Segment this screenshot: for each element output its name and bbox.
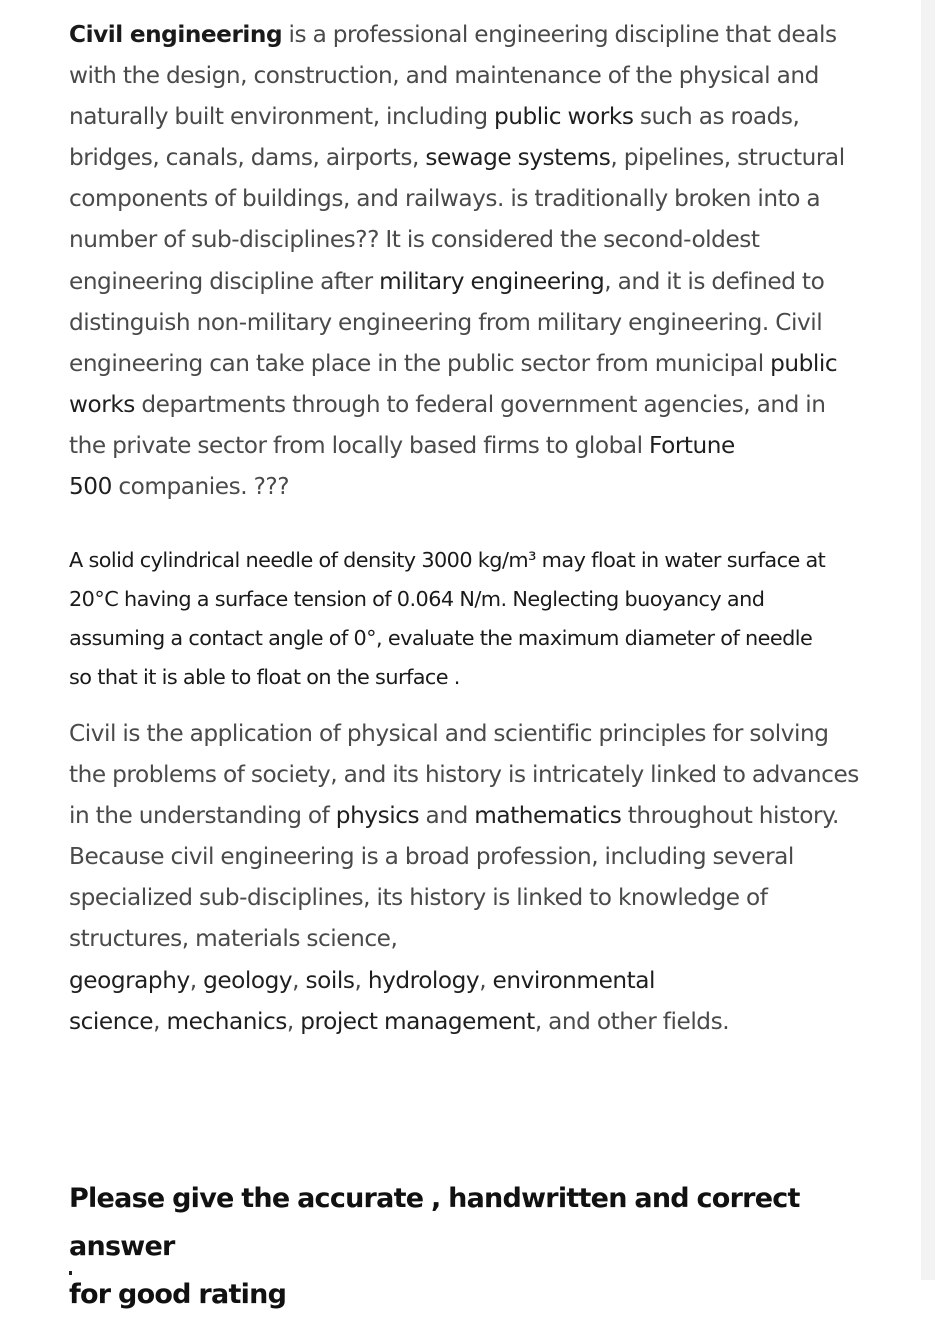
text-run: engineering discipline after	[69, 267, 380, 295]
text-run: ,	[292, 966, 306, 994]
text-run: ,	[153, 1007, 167, 1035]
text-line	[69, 432, 735, 459]
text-run: ,	[479, 966, 493, 994]
stray-mark	[69, 1271, 72, 1275]
text-line	[69, 843, 794, 870]
linked-term[interactable]: project management	[300, 1007, 535, 1035]
linked-term[interactable]: science	[69, 1007, 154, 1035]
text-run: engineering can take place in the public sector from municipal	[69, 349, 771, 377]
text-run: , and other fields.	[534, 1007, 730, 1035]
text-run: such as roads,	[633, 103, 800, 131]
linked-term[interactable]: 500	[69, 473, 112, 501]
text-run: throughout history.	[621, 802, 839, 830]
text-run: ,	[286, 1007, 301, 1035]
text-run: components of buildings, and railways. is traditionally broken into a	[69, 185, 821, 213]
question-line: A solid cylindrical needle of density 3000 kg/m³ may float in water surface at	[69, 548, 826, 572]
bold-term: Civil engineering	[69, 21, 283, 48]
question-line: assuming a contact angle of 0°, evaluate the maximum diameter of needle	[69, 625, 813, 650]
text-run: number of sub-disciplines?? It is considered the second-oldest	[69, 226, 760, 254]
text-run: the problems of society, and its history is intricately linked to advances	[69, 761, 859, 789]
linked-term[interactable]: works	[69, 390, 135, 418]
text-line	[69, 103, 799, 130]
linked-term[interactable]: mathematics	[474, 802, 622, 830]
text-run: bridges, canals, dams, airports,	[69, 144, 426, 172]
text-run: in the understanding of	[69, 802, 336, 830]
text-run: structures, materials science,	[69, 925, 398, 953]
text-line	[69, 185, 820, 212]
text-line	[69, 802, 839, 829]
text-line	[69, 309, 822, 336]
linked-term[interactable]: public works	[494, 103, 634, 131]
scrollbar-track[interactable]	[921, 0, 935, 1280]
text-run: Civil is the application of physical and scientific principles for solving	[69, 720, 829, 747]
text-run: the private sector from locally based firms to global	[69, 431, 650, 459]
text-run: Because civil engineering is a broad profession, including several	[69, 843, 794, 871]
needle-question-paragraph	[69, 541, 869, 697]
text-run: naturally built environment, including	[69, 103, 495, 131]
linked-term[interactable]: Fortune	[649, 431, 735, 459]
text-line	[69, 350, 837, 377]
question-line: 20°C having a surface tension of 0.064 N/m. Neglecting buoyancy and	[69, 586, 765, 611]
answer-request-heading	[69, 1175, 889, 1319]
text-run: , pipelines, structural	[610, 144, 845, 172]
text-run: departments through to federal government agencies, and in	[134, 390, 826, 418]
text-run: , and it is defined to	[604, 267, 825, 295]
linked-term[interactable]: soils	[305, 966, 355, 994]
text-line	[69, 62, 819, 89]
text-run: companies. ???	[111, 473, 290, 501]
text-line	[69, 967, 655, 994]
text-line	[69, 1008, 729, 1035]
text-run: ,	[189, 966, 204, 994]
text-run: specialized sub-disciplines, its history is linked to knowledge of	[69, 884, 768, 912]
text-line	[69, 391, 826, 418]
linked-term[interactable]: mechanics	[166, 1007, 287, 1035]
linked-term[interactable]: environmental	[492, 966, 656, 994]
linked-term[interactable]: geology	[203, 966, 293, 994]
text-line	[69, 473, 289, 500]
text-run: distinguish non-military engineering from military engineering. Civil	[69, 308, 823, 336]
text-line	[69, 720, 829, 747]
text-line	[69, 761, 859, 788]
text-run: ,	[354, 966, 368, 994]
linked-term[interactable]: public	[770, 349, 838, 377]
answer-request-line-2: for good rating	[69, 1279, 287, 1310]
text-run: with the design, construction, and maintenance of the physical and	[69, 62, 819, 90]
question-line: so that it is able to float on the surface .	[69, 664, 460, 689]
answer-request-line-1: Please give the accurate , handwritten and correct answer	[69, 1183, 800, 1262]
text-run: is a professional engineering discipline that deals	[282, 21, 837, 48]
text-line	[69, 21, 837, 48]
civil-engineering-intro-paragraph	[69, 14, 869, 507]
linked-term[interactable]: military engineering	[379, 267, 605, 295]
civil-engineering-history-paragraph	[69, 713, 869, 1042]
text-run: and	[419, 802, 475, 830]
linked-term[interactable]: hydrology	[367, 966, 480, 994]
text-line	[69, 144, 845, 171]
linked-term[interactable]: physics	[335, 802, 420, 830]
linked-term[interactable]: geography	[69, 966, 190, 994]
text-line	[69, 226, 760, 253]
text-line	[69, 268, 824, 295]
linked-term[interactable]: sewage systems	[425, 144, 611, 172]
text-line	[69, 925, 397, 952]
text-line	[69, 884, 767, 911]
